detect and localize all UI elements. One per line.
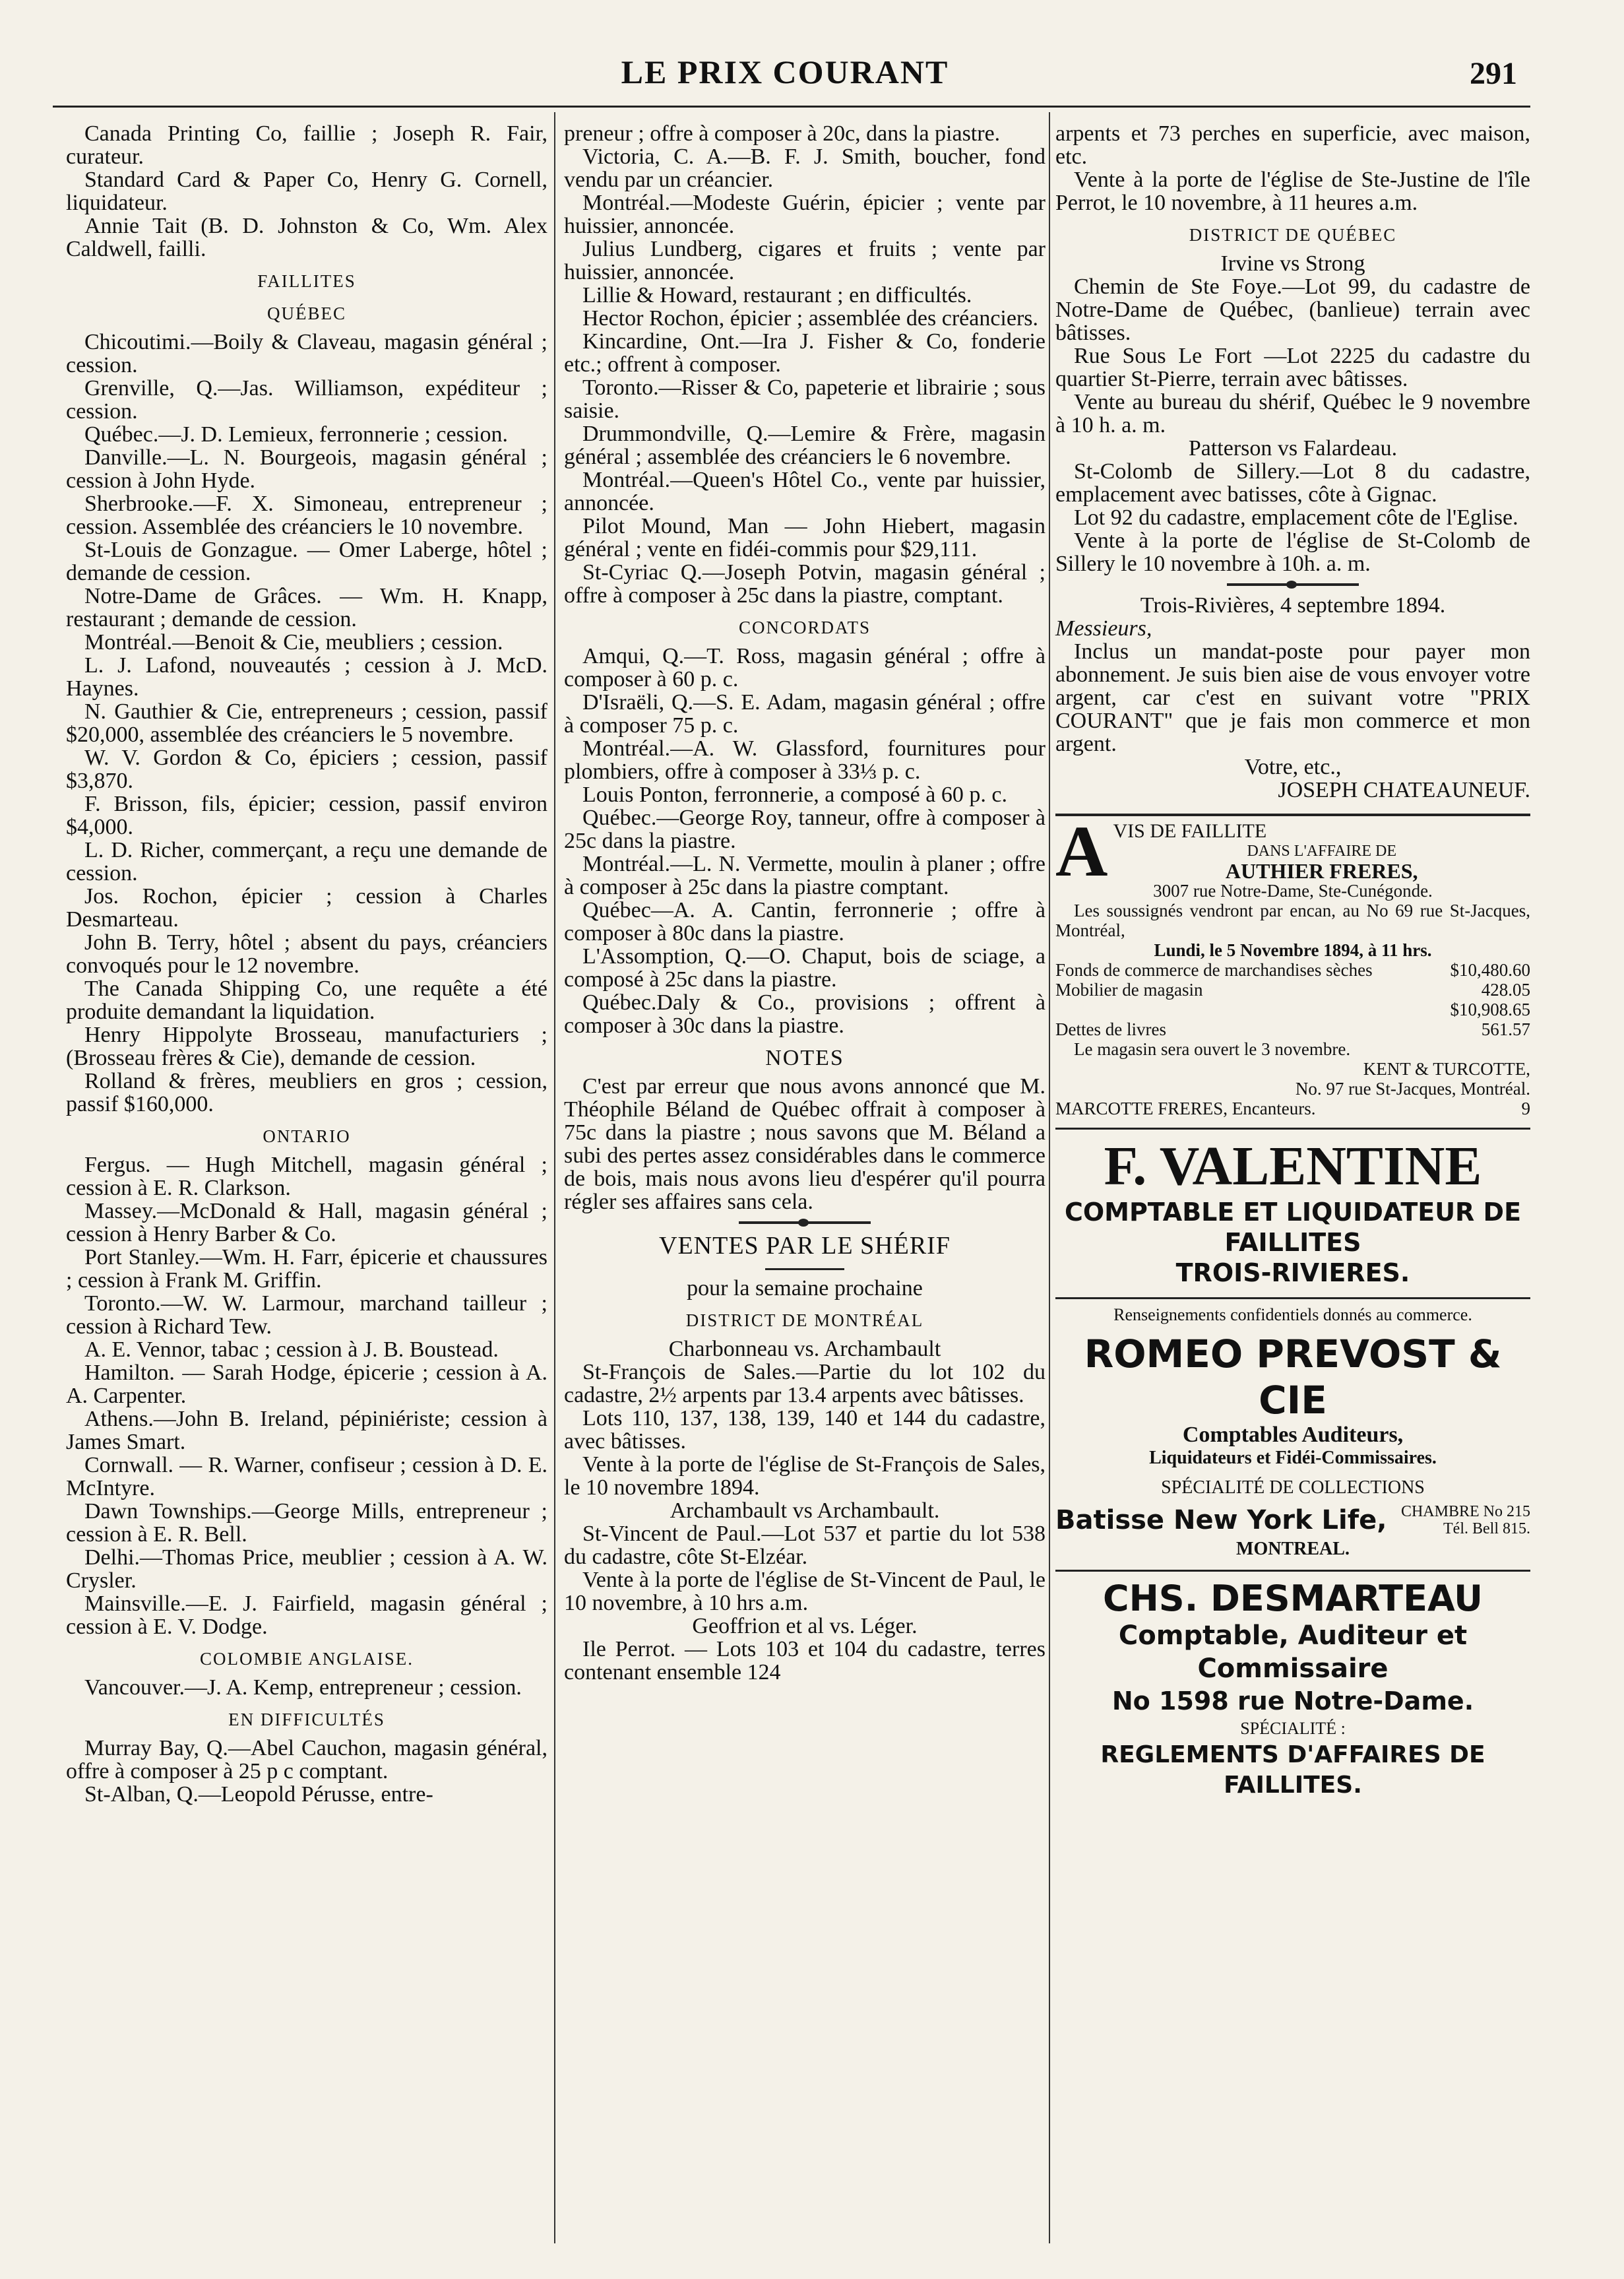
- list-item: Rue Sous Le Fort —Lot 2225 du cadastre du quartier St-Pierre, terrain avec bâtisses.: [1055, 344, 1530, 391]
- list-item: Vente à la porte de l'église de St-François de Sales, le 10 novembre 1894.: [564, 1452, 1046, 1500]
- paragraph: Canada Printing Co, faillie ; Joseph R. Fair, curateur.: [66, 121, 547, 169]
- list-item: Julius Lundberg, cigares et fruits ; vente par huissier, annoncée.: [564, 237, 1046, 284]
- list-item: Montréal.—L. N. Vermette, moulin à planer ; offre à composer à 25c dans la piastre comptant.: [564, 852, 1046, 899]
- list-item: Québec.—J. D. Lemieux, ferronnerie ; cession.: [84, 422, 508, 447]
- list-item: L. J. Lafond, nouveautés ; cession à J. McD. Haynes.: [66, 653, 547, 701]
- paragraph: Annie Tait (B. D. Johnston & Co, Wm. Alex Caldwell, failli.: [66, 214, 547, 261]
- list-item: D'Israëli, Q.—S. E. Adam, magasin général ; offre à composer 75 p. c.: [564, 690, 1046, 738]
- amount-label: Fonds de commerce de marchandises sèches: [1055, 960, 1373, 980]
- ad-line: SPÉCIALITÉ :: [1240, 1719, 1346, 1738]
- list-item: John B. Terry, hôtel ; absent du pays, créanciers convoqués pour le 12 novembre.: [66, 930, 547, 978]
- list-item: A. E. Vennor, tabac ; cession à J. B. Boustead.: [84, 1337, 499, 1362]
- ad-line: REGLEMENTS D'AFFAIRES DE FAILLITES.: [1100, 1741, 1485, 1799]
- column-1: [66, 122, 547, 1806]
- ad-line: No 1598 rue Notre-Dame.: [1111, 1686, 1474, 1716]
- paragraph: arpents et 73 perches en superficie, avec maison, etc.: [1055, 121, 1530, 169]
- list-item: Québec—A. A. Cantin, ferronnerie ; offre à composer à 80c dans la piastre.: [564, 898, 1046, 946]
- list-item: St-Cyriac Q.—Joseph Potvin, magasin général ; offre à composer à 25c dans la piastre, comptant.: [564, 560, 1046, 608]
- list-item: Rolland & frères, meubliers en gros ; cession, passif $160,000.: [66, 1069, 547, 1116]
- list-item: Henry Hippolyte Brosseau, manufacturiers ; (Brosseau frères & Cie), demande de cession.: [66, 1023, 547, 1070]
- list-item: Québec.—George Roy, tanneur, offre à composer à 25c dans la piastre.: [564, 806, 1046, 853]
- section-heading: FAILLITES: [257, 271, 356, 291]
- list-item: Montréal.—A. W. Glassford, fournitures pour plombiers, offre à composer à 33⅓ p. c.: [564, 736, 1046, 784]
- column-2: [564, 122, 1046, 1684]
- ad-name: F. VALENTINE: [1104, 1136, 1482, 1197]
- ad-chambre: CHAMBRE No 215: [1400, 1503, 1530, 1520]
- letter-body: Inclus un mandat-poste pour payer mon abonnement. Je suis bien aise de vous envoyer votre argent, car c'est en suivant votre "PRIX COURANT" que je fais mon commerce et mon argent.: [1055, 639, 1530, 756]
- ad-prevost: [1055, 1297, 1530, 1560]
- section-heading: CONCORDATS: [738, 618, 871, 637]
- list-item: Toronto.—Risser & Co, papeterie et librairie ; sous saisie.: [564, 375, 1046, 423]
- list-item: Vente à la porte de l'église de St-Colomb de Sillery le 10 novembre à 10h. a. m.: [1055, 529, 1530, 576]
- subsection-heading: QUÉBEC: [267, 304, 346, 323]
- list-item: Ile Perrot. — Lots 103 et 104 du cadastre, terres contenant ensemble 124: [564, 1637, 1046, 1685]
- list-item: Grenville, Q.—Jas. Williamson, expéditeur ; cession.: [66, 376, 547, 424]
- notice-subtitle: DANS L'AFFAIRE DE: [1247, 843, 1396, 860]
- subsection-heading: EN DIFFICULTÉS: [228, 1710, 385, 1729]
- list-item: Sherbrooke.—F. X. Simoneau, entrepreneur ; cession. Assemblée des créanciers le 10 novembre.: [66, 492, 547, 539]
- list-item: Massey.—McDonald & Hall, magasin général ; cession à Henry Barber & Co.: [66, 1199, 547, 1246]
- list-item: preneur ; offre à composer à 20c, dans la piastre.: [564, 121, 1001, 146]
- list-item: N. Gauthier & Cie, entrepreneurs ; cession, passif $20,000, assemblée des créanciers le 5 novembre.: [66, 699, 547, 747]
- list-item: Lillie & Howard, restaurant ; en difficultés.: [582, 283, 972, 307]
- list-item: St-Vincent de Paul.—Lot 537 et partie du lot 538 du cadastre, côte St-Elzéar.: [564, 1522, 1046, 1569]
- list-item: Cornwall. — R. Warner, confiseur ; cession à D. E. McIntyre.: [66, 1453, 547, 1500]
- district-heading: DISTRICT DE QUÉBEC: [1189, 225, 1397, 245]
- list-item: Vancouver.—J. A. Kemp, entrepreneur ; cession.: [84, 1675, 522, 1700]
- ad-line: Liquidateurs et Fidéi-Commissaires.: [1149, 1448, 1437, 1468]
- amount-row: [1055, 1000, 1530, 1019]
- ornament-divider: [739, 1221, 871, 1224]
- list-item: Fergus. — Hugh Mitchell, magasin général ; cession à E. R. Clarkson.: [66, 1153, 547, 1200]
- list-item: Chicoutimi.—Boily & Claveau, magasin général ; cession.: [66, 330, 547, 377]
- notes-paragraph: C'est par erreur que nous avons annoncé que M. Théophile Béland de Québec offrait à composer à 75c dans la piastre ; nous savons que M. Béland a subi des pertes assez considérables dans le commerce de bois, mais nous avons lieu d'espérer qu'il pourra régler ses affaires sans cela.: [564, 1074, 1046, 1214]
- column-rule: [1049, 112, 1050, 2243]
- list-item: L. D. Richer, commerçant, a reçu une demande de cession.: [66, 838, 547, 885]
- notice-agents-address: No. 97 rue St-Jacques, Montréal.: [1295, 1079, 1530, 1099]
- ad-tel: Tél. Bell 815.: [1443, 1520, 1530, 1537]
- section-heading: VENTES PAR LE SHÉRIF: [659, 1232, 951, 1260]
- list-item: Mainsville.—E. J. Fairfield, magasin général ; cession à E. V. Dodge.: [66, 1591, 547, 1639]
- ad-line: Comptables Auditeurs,: [1182, 1423, 1404, 1447]
- list-item: Montréal.—Queen's Hôtel Co., vente par huissier, annoncée.: [564, 468, 1046, 515]
- list-item: Danville.—L. N. Bourgeois, magasin général ; cession à John Hyde.: [66, 445, 547, 493]
- list-item: Louis Ponton, ferronnerie, a composé à 60 p. c.: [582, 783, 1007, 807]
- list-item: Victoria, C. A.—B. F. J. Smith, boucher, fond vendu par un créancier.: [564, 144, 1046, 192]
- ad-name: ROMEO PREVOST & CIE: [1084, 1332, 1502, 1423]
- list-item: Québec.Daly & Co., provisions ; offrent à composer à 30c dans la piastre.: [564, 990, 1046, 1038]
- ad-valentine: [1055, 1128, 1530, 1288]
- amount-value: 428.05: [1481, 980, 1530, 1000]
- paragraph: Vente à la porte de l'église de Ste-Justine de l'île Perrot, le 10 novembre, à 11 heures a.m.: [1055, 168, 1530, 215]
- list-item: The Canada Shipping Co, une requête a été produite demandant la liquidation.: [66, 977, 547, 1024]
- list-item: St-Louis de Gonzague. — Omer Laberge, hôtel ; demande de cession.: [66, 538, 547, 585]
- list-item: W. V. Gordon & Co, épiciers ; cession, passif $3,870.: [66, 746, 547, 793]
- ad-desmarteau: [1055, 1570, 1530, 1801]
- subsection-heading: COLOMBIE ANGLAISE.: [200, 1649, 414, 1669]
- ad-line: SPÉCIALITÉ DE COLLECTIONS: [1161, 1477, 1425, 1498]
- ad-city: MONTREAL.: [1236, 1539, 1350, 1559]
- amount-value: $10,480.60: [1450, 960, 1530, 980]
- ad-name: CHS. DESMARTEAU: [1102, 1578, 1483, 1619]
- list-item: Jos. Rochon, épicier ; cession à Charles Desmarteau.: [66, 884, 547, 932]
- ad-address-row: [1055, 1503, 1530, 1537]
- notice-title: VIS DE FAILLITE: [1113, 820, 1267, 842]
- list-item: L'Assomption, Q.—O. Chaput, bois de sciage, a composé à 25c dans la piastre.: [564, 944, 1046, 992]
- letter-signature: JOSEPH CHATEAUNEUF.: [1278, 778, 1530, 802]
- ad-line: TROIS-RIVIERES.: [1175, 1258, 1410, 1287]
- letter-closing: Votre, etc.,: [1244, 755, 1342, 779]
- amount-row: [1055, 980, 1530, 1000]
- notice-text: Les soussignés vendront par encan, au No 69 rue St-Jacques, Montréal,: [1055, 901, 1530, 940]
- ad-building: Batisse New York Life,: [1055, 1504, 1387, 1535]
- case-title: Patterson vs Falardeau.: [1188, 436, 1398, 461]
- header-rule: [53, 106, 1530, 108]
- paragraph: Standard Card & Paper Co, Henry G. Cornell, liquidateur.: [66, 168, 547, 215]
- case-title: Irvine vs Strong: [1220, 251, 1365, 276]
- list-item: Hector Rochon, épicier ; assemblée des créanciers.: [582, 306, 1039, 331]
- ad-line: COMPTABLE ET LIQUIDATEUR DE FAILLITES: [1064, 1198, 1522, 1257]
- amount-row: [1055, 1019, 1530, 1039]
- notice-date: Lundi, le 5 Novembre 1894, à 11 hrs.: [1154, 940, 1432, 960]
- list-item: F. Brisson, fils, épicier; cession, passif environ $4,000.: [66, 792, 547, 839]
- list-item: Dawn Townships.—George Mills, entrepreneur ; cession à E. R. Bell.: [66, 1499, 547, 1547]
- list-item: Notre-Dame de Grâces. — Wm. H. Knapp, restaurant ; demande de cession.: [66, 584, 547, 631]
- ad-line: Comptable, Auditeur et Commissaire: [1118, 1621, 1468, 1684]
- notice-auctioneers-row: [1055, 1099, 1530, 1118]
- subsection-heading: ONTARIO: [263, 1126, 351, 1146]
- notice-ref: 9: [1521, 1099, 1530, 1118]
- ad-intro: Renseignements confidentiels donnés au commerce.: [1113, 1305, 1472, 1324]
- list-item: Lots 110, 137, 138, 139, 140 et 144 du cadastre, avec bâtisses.: [564, 1406, 1046, 1454]
- drop-cap: A: [1055, 811, 1108, 891]
- subtitle: pour la semaine prochaine: [687, 1276, 923, 1300]
- amount-value: 561.57: [1481, 1019, 1530, 1039]
- list-item: Vente à la porte de l'église de St-Vincent de Paul, le 10 novembre, à 10 hrs a.m.: [564, 1568, 1046, 1615]
- list-item: St-Alban, Q.—Leopold Pérusse, entre-: [84, 1782, 433, 1807]
- case-title: Charbonneau vs. Archambault: [668, 1337, 941, 1361]
- notice-firm: AUTHIER FRERES,: [1225, 859, 1418, 883]
- case-title: Archambault vs Archambault.: [670, 1498, 940, 1523]
- list-item: Vente au bureau du shérif, Québec le 9 novembre à 10 h. a. m.: [1055, 390, 1530, 437]
- column-3: [1055, 122, 1530, 1801]
- list-item: St-François de Sales.—Partie du lot 102 du cadastre, 2½ arpents par 13.4 arpents avec bâtisses.: [564, 1360, 1046, 1407]
- amount-total: $10,908.65: [1450, 1000, 1530, 1019]
- letter-salutation: Messieurs,: [1055, 616, 1152, 641]
- letter-place-date: Trois-Rivières, 4 septembre 1894.: [1140, 593, 1446, 618]
- amount-row: [1055, 960, 1530, 980]
- page-number: 291: [1470, 56, 1517, 91]
- list-item: Pilot Mound, Man — John Hiebert, magasin général ; vente en fidéi-commis pour $29,111.: [564, 514, 1046, 562]
- bankruptcy-notice: [1055, 811, 1530, 1118]
- list-item: Kincardine, Ont.—Ira J. Fisher & Co, fonderie etc.; offrent à composer.: [564, 329, 1046, 377]
- notice-agents: KENT & TURCOTTE,: [1363, 1059, 1530, 1079]
- notice-address: 3007 rue Notre-Dame, Ste-Cunégonde.: [1153, 881, 1433, 901]
- list-item: Delhi.—Thomas Price, meublier ; cession à A. W. Crysler.: [66, 1545, 547, 1593]
- list-item: Murray Bay, Q.—Abel Cauchon, magasin général, offre à composer à 25 p c comptant.: [66, 1736, 547, 1783]
- column-rule: [554, 112, 555, 2243]
- notice-open: Le magasin sera ouvert le 3 novembre.: [1074, 1039, 1351, 1059]
- amount-label: Mobilier de magasin: [1055, 980, 1203, 1000]
- list-item: Port Stanley.—Wm. H. Farr, épicerie et chaussures ; cession à Frank M. Griffin.: [66, 1245, 547, 1293]
- notice-auctioneers: MARCOTTE FRERES, Encanteurs.: [1055, 1099, 1316, 1118]
- amount-label: Dettes de livres: [1055, 1019, 1166, 1039]
- page-header: [53, 53, 1517, 99]
- case-title: Geoffrion et al vs. Léger.: [692, 1614, 918, 1638]
- list-item: Chemin de Ste Foye.—Lot 99, du cadastre de Notre-Dame de Québec, (banlieue) terrain avec bâtisses.: [1055, 274, 1530, 345]
- ad-chambre-block: [1401, 1503, 1530, 1537]
- list-item: Montréal.—Modeste Guérin, épicier ; vente par huissier, annoncée.: [564, 191, 1046, 238]
- divider: [765, 1268, 844, 1270]
- list-item: Toronto.—W. W. Larmour, marchand tailleur ; cession à Richard Tew.: [66, 1291, 547, 1339]
- list-item: Montréal.—Benoit & Cie, meubliers ; cession.: [84, 630, 503, 655]
- list-item: Athens.—John B. Ireland, pépiniériste; cession à James Smart.: [66, 1407, 547, 1454]
- ornament-divider: [1227, 583, 1359, 586]
- list-item: Drummondville, Q.—Lemire & Frère, magasin général ; assemblée des créanciers le 6 novembre.: [564, 422, 1046, 469]
- district-heading: DISTRICT DE MONTRÉAL: [685, 1310, 924, 1330]
- section-heading: NOTES: [765, 1046, 844, 1070]
- list-item: Lot 92 du cadastre, emplacement côte de l'Eglise.: [1074, 505, 1518, 530]
- list-item: Hamilton. — Sarah Hodge, épicerie ; cession à A. A. Carpenter.: [66, 1361, 547, 1408]
- list-item: Amqui, Q.—T. Ross, magasin général ; offre à composer à 60 p. c.: [564, 644, 1046, 691]
- journal-title: LE PRIX COURANT: [621, 53, 949, 90]
- list-item: St-Colomb de Sillery.—Lot 8 du cadastre, emplacement avec batisses, côte à Gignac.: [1055, 459, 1530, 507]
